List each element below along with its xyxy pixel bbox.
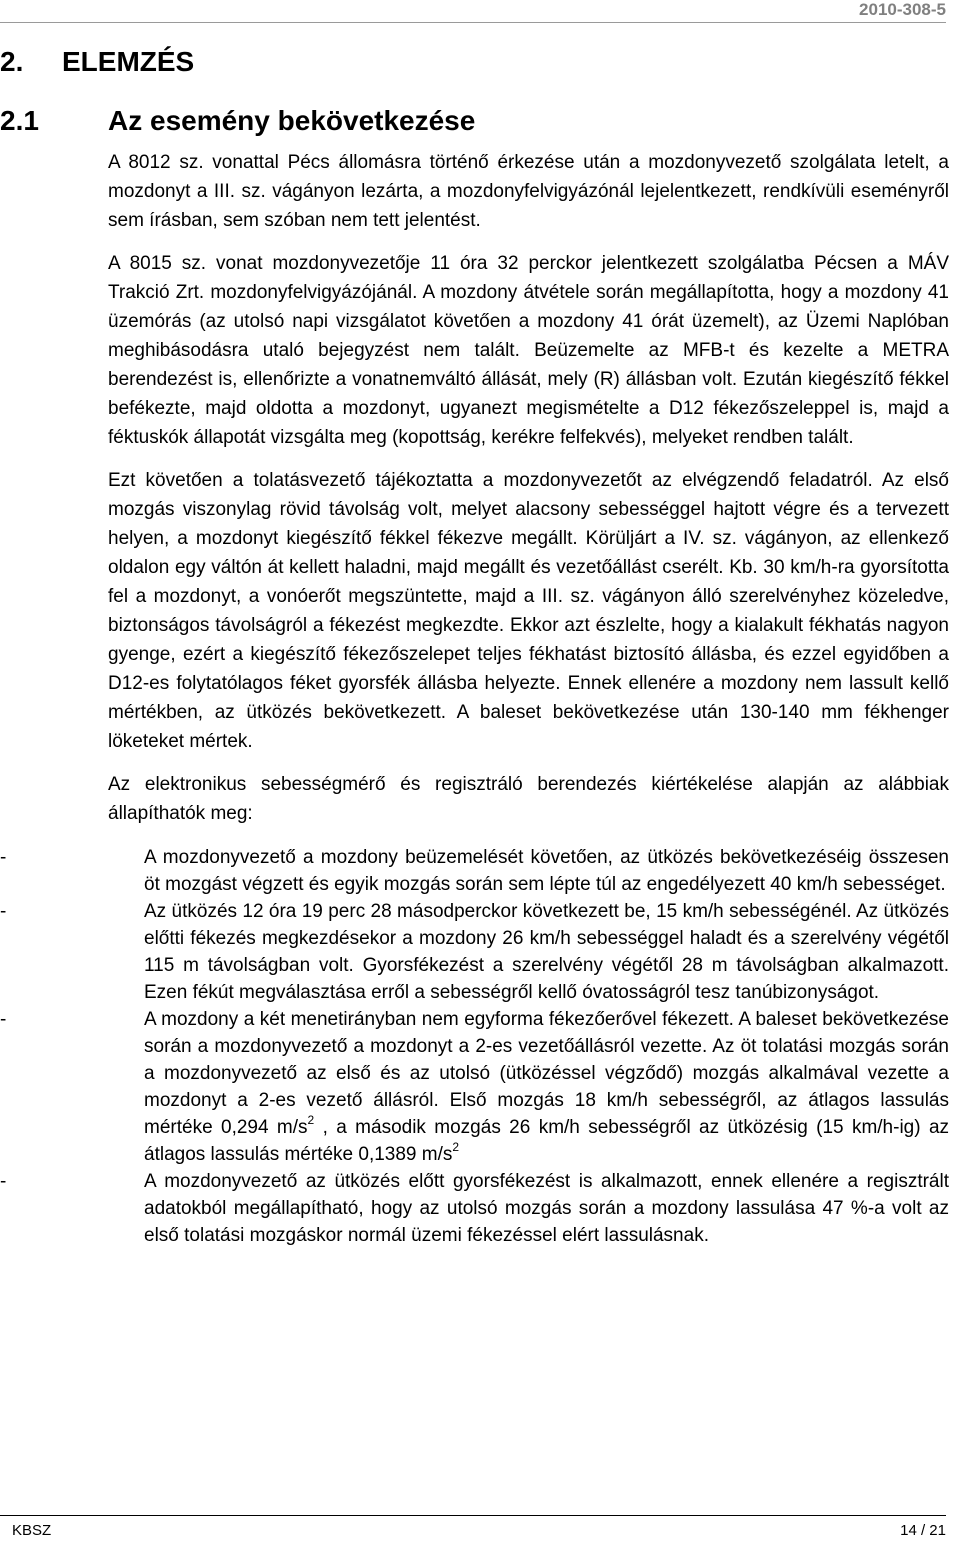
header-divider — [0, 22, 946, 23]
list-bullet: - — [0, 901, 7, 922]
list-bullet: - — [0, 1171, 7, 1192]
superscript: 2 — [452, 1139, 460, 1154]
paragraph: A 8012 sz. vonattal Pécs állomásra történő érkezése után a mozdonyvezető szolgálata letelt, a mozdonyt a III. sz. vágányon lezárta, a mozdonyfelvigyázónál lejelentkezett, rendkívüli eseményről sem írásban, sem szóban nem tett jelentést. — [108, 152, 949, 231]
findings-list — [0, 844, 949, 1249]
list-bullet: - — [0, 1009, 7, 1030]
list-item-text: Az ütközés 12 óra 19 perc 28 másodperckor következett be, 15 km/h sebességénél. Az ütközés előtti fékezés megkezdésekor a mozdony 26 km/h sebességgel haladt és a szerelvény végétől 115 m távolságban volt. Gyorsfékezést a szerelvény végétől 28 m távolságban alkalmazott. Ezen fékút megválasztása erről a sebességről kellő óvatosságról tesz tanúbizonyságot. — [144, 901, 949, 1003]
section-heading — [0, 46, 194, 78]
section-title: ELEMZÉS — [62, 46, 195, 77]
list-item — [0, 844, 949, 898]
list-item — [0, 898, 949, 1006]
list-item-text-continued: , a második mozgás 26 km/h sebességről az ütközésig (15 km/h-ig) az átlagos lassulás mértéke 0,1389 m/s — [144, 1117, 950, 1165]
list-item — [0, 1168, 949, 1249]
paragraph: Az elektronikus sebességmérő és regisztráló berendezés kiértékelése alapján az alábbiak állapíthatók meg: — [108, 774, 949, 824]
paragraph: Ezt követően a tolatásvezető tájékoztatta a mozdonyvezetőt az elvégzendő feladatról. Az első mozgás viszonylag rövid távolság volt, melyet alacsony sebességgel hajtott végre és a tervezett helyen, a mozdonyt kiegészítő fékkel fékezve megállt. Körüljárt a IV. sz. vágányon, az ellenkező oldalon egy váltón át kellett haladni, majd megállt és vezetőállást cserélt. Kb. 30 km/h-ra gyorsította fel a mozdonyt, a vonóerőt megszüntette, majd a III. sz. vágányon álló szerelvényhez közeledve, biztonságos távolságról a fékezést megkezdte. Ekkor azt észlelte, hogy a kialakult fékhatás nagyon gyenge, ezért a kiegészítő fékezőszelepet teljes fékhatást biztosító állásba, és ezzel egyidőben a D12-es folytatólagos féket gyorsfék állásba helyezte. Ennek ellenére a mozdony nem lassult kellő mértékben, az ütközés bekövetkezett. A baleset bekövetkezése után 130-140 mm fékhenger löketeket mértek. — [108, 470, 949, 752]
paragraph: A 8015 sz. vonat mozdonyvezetője 11 óra 32 perckor jelentkezett szolgálatba Pécsen a MÁV Trakció Zrt. mozdonyfelvigyázójánál. A mozdony átvétele során megállapította, hogy a mozdony 41 üzemórás (az utolsó napi vizsgálatot követően a mozdony 41 órát üzemelt), az Üzemi Naplóban meghibásodásra utaló bejegyzést nem talált. Beüzemelte az MFB-t és kezelte a METRA berendezést is, ellenőrizte a vonatnemváltó állását, mely (R) állásban volt. Ezután kiegészítő fékkel befékezte, majd oldotta a mozdonyt, ugyanezt megismételte a D12 fékezőszeleppel is, majd a féktuskók állapotát vizsgálta meg (kopottság, kerékre felfekvés), melyeket rendben talált. — [108, 253, 949, 448]
list-item-text: A mozdonyvezető a mozdony beüzemelését követően, az ütközés bekövetkezéséig összesen öt mozgást végzett és egyik mozgás során sem lépte túl az engedélyezett 40 km/h sebességet. — [144, 847, 949, 895]
superscript: 2 — [307, 1112, 315, 1127]
section-number: 2. — [0, 46, 24, 77]
subsection-title: Az esemény bekövetkezése — [108, 105, 476, 136]
list-item-text: A mozdony a két menetirányban nem egyforma fékezőerővel fékezett. A baleset bekövetkezése során a mozdonyvezető a mozdonyt a 2-es vezetőállásról vezette. Az öt tolatási mozgás során a mozdonyvezető az első és az utolsó (ütközéssel végződő) mozgás alkalmával vezette a mozdonyt a 2-es vezető állásról. Első mozgás 18 km/h sebességről, az átlagos lassulás mértéke 0,294 m/s — [144, 1009, 949, 1138]
document-reference: 2010-308-5 — [859, 0, 946, 19]
body-text — [0, 148, 950, 1249]
footer-organization: KBSZ — [12, 1522, 52, 1539]
page-number: 14 / 21 — [900, 1522, 946, 1539]
list-item-text: A mozdonyvezető az ütközés előtt gyorsfékezést is alkalmazott, ennek ellenére a regisztrált adatokból megállapítható, hogy az utolsó mozgás során a mozdony lassulása 47 %-a volt az első tolatási mozgáskor normál üzemi fékezéssel elért lassulásnak. — [144, 1171, 949, 1246]
subsection-heading — [0, 105, 475, 137]
subsection-number: 2.1 — [0, 105, 39, 136]
list-item — [0, 1006, 949, 1168]
footer-divider — [0, 1515, 946, 1516]
list-bullet: - — [0, 847, 7, 868]
